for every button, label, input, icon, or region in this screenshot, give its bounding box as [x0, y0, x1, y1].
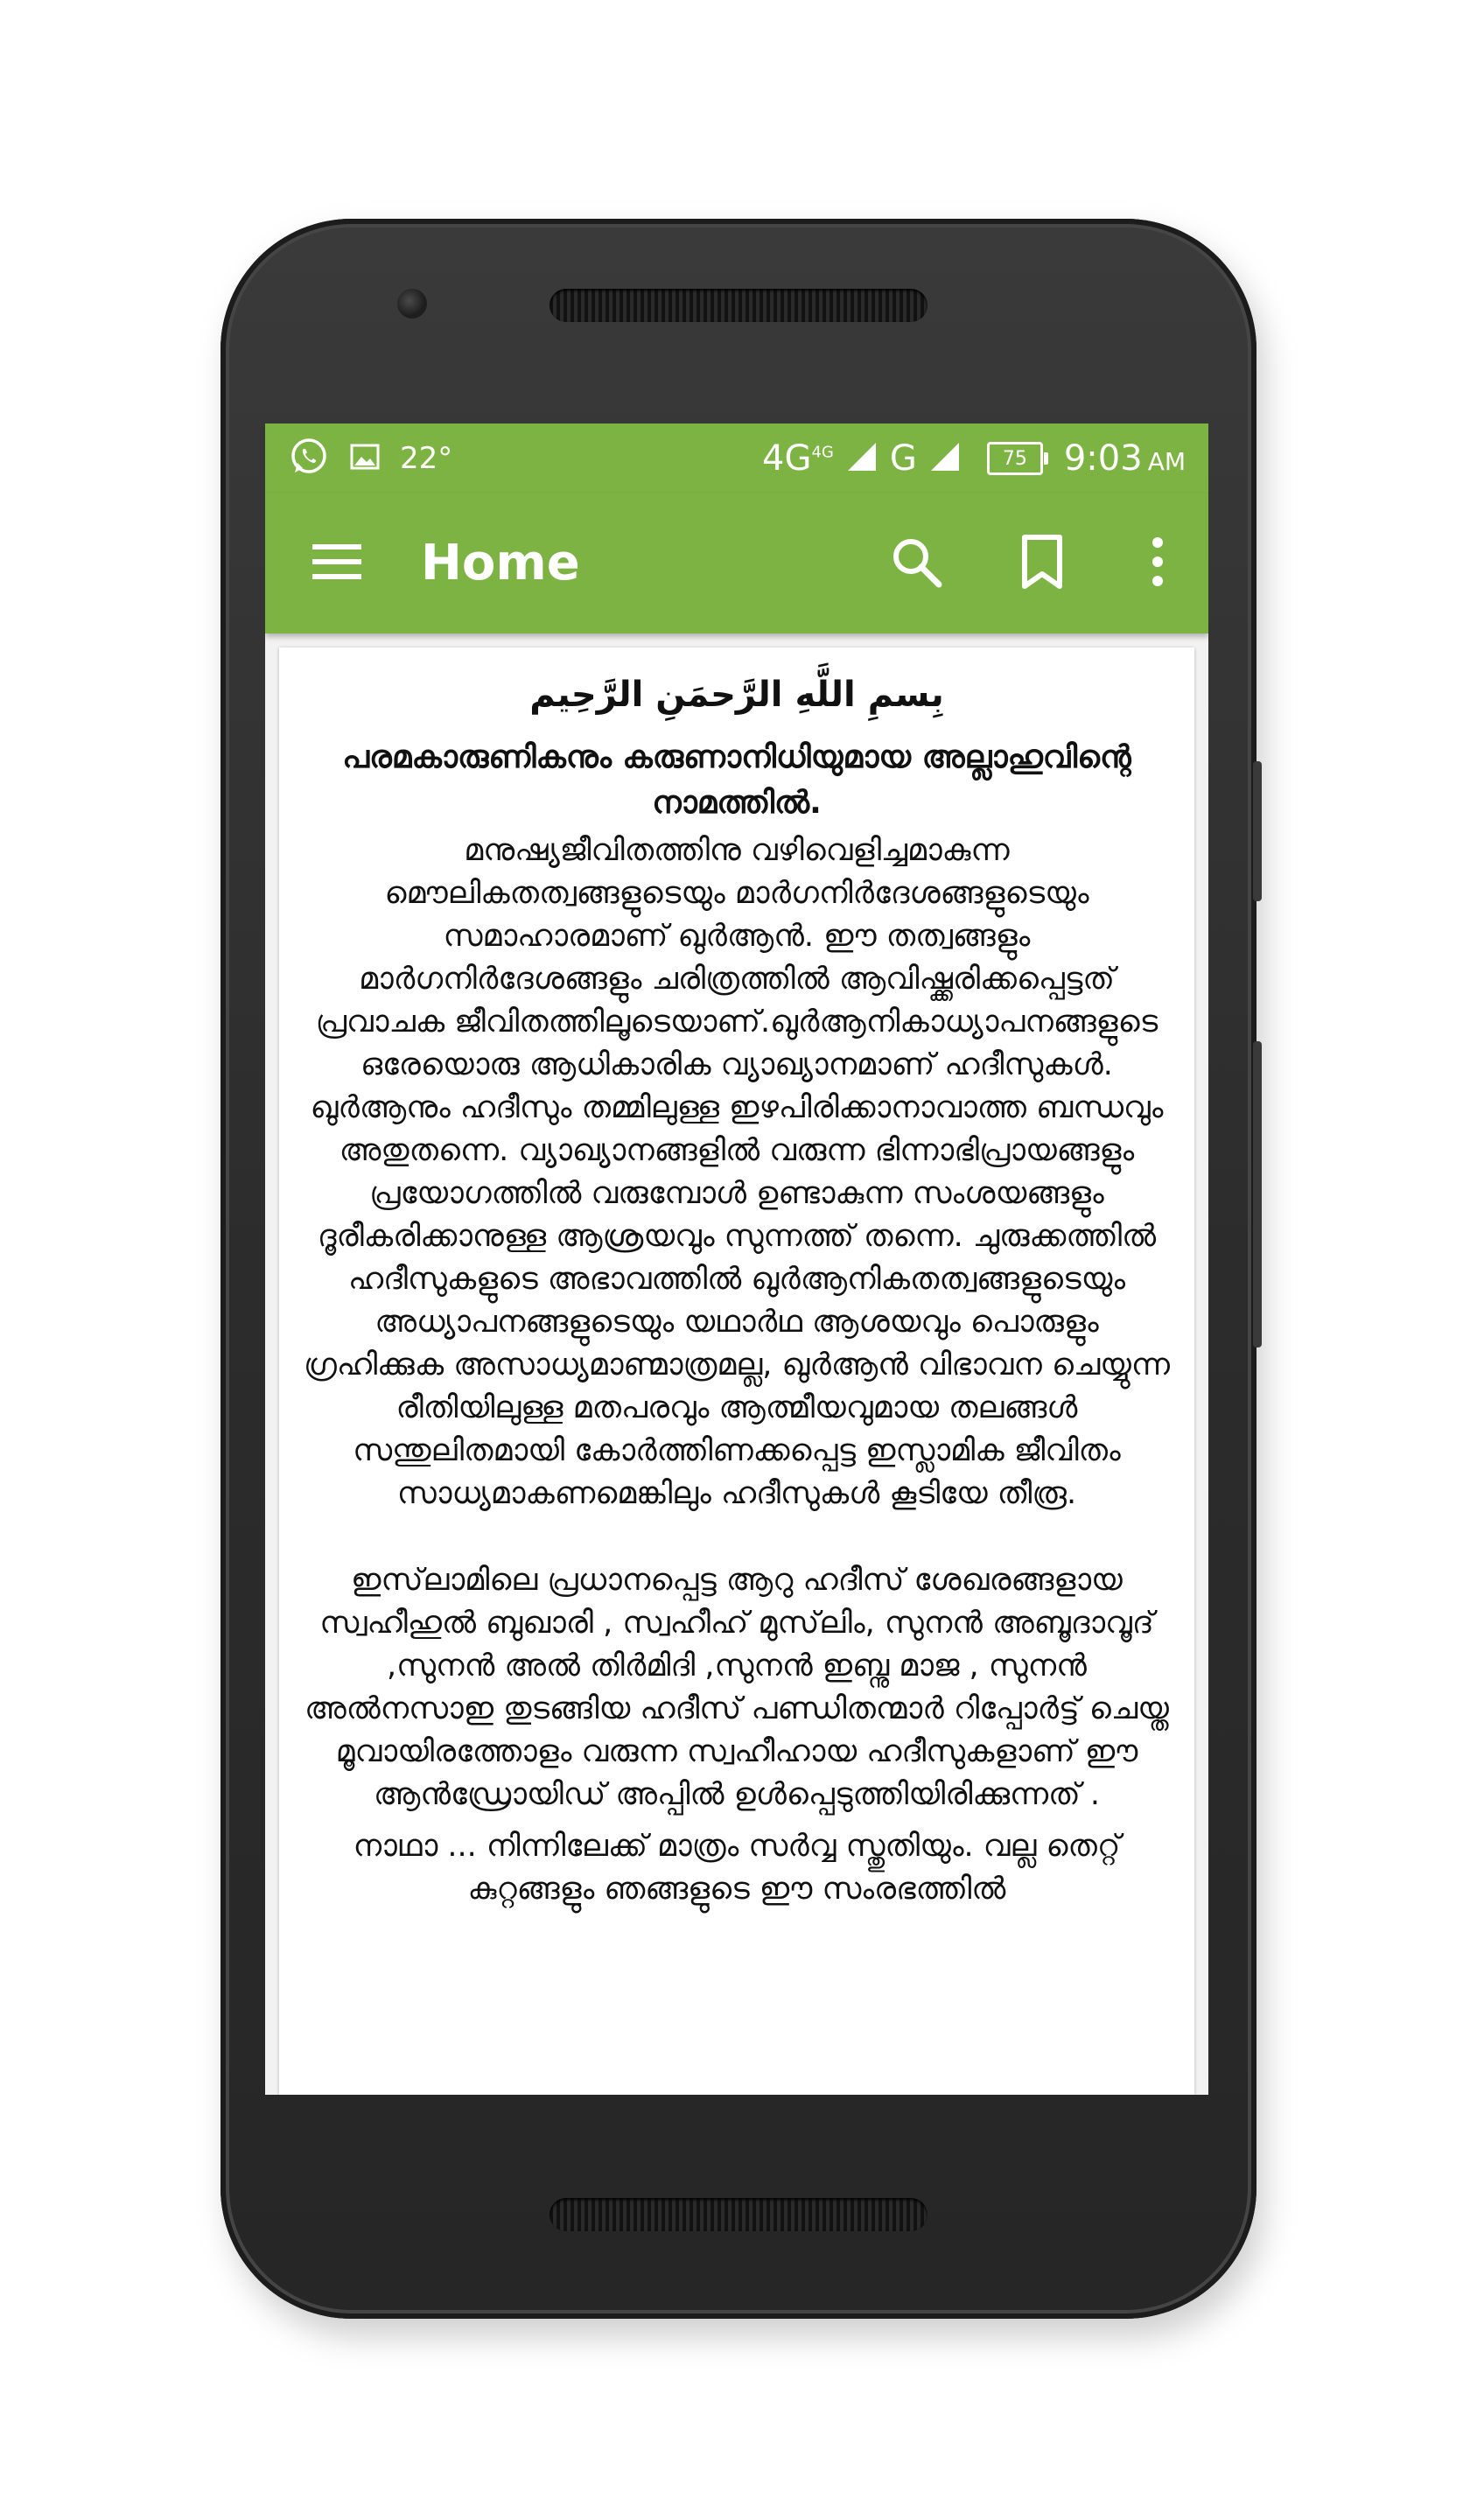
front-camera — [397, 289, 427, 318]
hamburger-menu-icon — [311, 541, 363, 586]
signal-icon-2 — [929, 441, 961, 476]
app-bar — [265, 494, 1208, 634]
image-icon — [349, 441, 381, 476]
overflow-menu-button[interactable] — [1123, 528, 1193, 598]
clock — [1064, 438, 1186, 479]
paragraph-prayer: നാഥാ ... നിന്നിലേക്ക് മാത്രം സർവ്വ സ്തുതിയും. വല്ല തെറ്റ് കുറ്റങ്ങളും ഞങ്ങളുടെ ഈ സംരഭത്തിൽ — [353, 1829, 1121, 1907]
bookmark-button[interactable] — [1007, 528, 1077, 598]
power-button — [1253, 1041, 1262, 1348]
status-bar — [265, 424, 1208, 494]
signal-icon — [846, 441, 878, 476]
page-title: Home — [421, 535, 580, 592]
network-4g-sub: 4G — [811, 443, 834, 462]
top-speaker — [550, 289, 928, 322]
temperature-label: 22° — [400, 441, 453, 476]
paragraph-collections: ഇസ്‌ലാമിലെ പ്രധാനപ്പെട്ട ആറു ഹദീസ് ശേഖരങ്ങളായ സ്വഹീഹുൽ ബുഖാരി , സ്വഹീഹ് മുസ്‌ലിം, സുനൻ അബൂദാവൂദ് ,സുനൻ അൽ തിർമിദി ,സുനൻ ഇബ്നു മാജ , സുനൻ അൽനസാഇ തുടങ്ങിയ ഹദീസ് പണ്ഡിതന്മാർ റിപ്പോർട്ട് ചെയ്ത മൂവായിരത്തോളം വരുന്ന സ്വഹീഹായ ഹദീസുകളാണ് ഈ ആൻഡ്രോയിഡ് അപ്പിൽ ഉൾപ്പെടുത്തിയിരിക്കുന്നത് . — [304, 1563, 1169, 1812]
content-card[interactable] — [279, 648, 1194, 2095]
content-heading: പരമകാരുണികനും കരുണാനിധിയുമായ അല്ലാഹുവിന്റെ നാമത്തിൽ. — [342, 739, 1131, 821]
battery-icon — [987, 442, 1043, 475]
network-4g-text: 4G — [762, 438, 812, 479]
content-body — [279, 648, 1194, 1911]
search-button[interactable] — [881, 528, 951, 598]
volume-button — [1253, 761, 1262, 901]
paragraph-intro: മനുഷ്യജീവിതത്തിനു വഴിവെളിച്ചമാകുന്ന മൌലികതത്വങ്ങളുടെയും മാർഗനിർദേശങ്ങളുടെയും സമാഹാരമാണ് ഖുർആൻ. ഈ തത്വങ്ങളും മാർഗനിർദേശങ്ങളും ചരിത്രത്തിൽ ആവിഷ്ക്കരിക്കപ്പെട്ടത് പ്രവാചക ജീവിതത്തിലൂടെയാണ്.ഖുർആനികാധ്യാപനങ്ങളുടെ ഒരേയൊരു ആധികാരിക വ്യാഖ്യാനമാണ് ഹദീസുകൾ. ഖുർആനും ഹദീസും തമ്മിലുള്ള ഇഴപിരിക്കാനാവാത്ത ബന്ധവും അതുതന്നെ. വ്യാഖ്യാനങ്ങളിൽ വരുന്ന ഭിന്നാഭിപ്രായങ്ങളും പ്രയോഗത്തിൽ വരുമ്പോൾ ഉണ്ടാകുന്ന സംശയങ്ങളും ദൂരീകരിക്കാനുള്ള ആശ്രയവും സുന്നത്ത് തന്നെ. ചുരുക്കത്തിൽ ഹദീസുകളുടെ അഭാവത്തിൽ ഖുർആനികതത്വങ്ങളുടെയും അധ്യാപനങ്ങളുടെയും യഥാർഥ ആശയവും പൊരുളും ഗ്രഹിക്കുക അസാധ്യമാണ്മാത്രമല്ല, ഖുർആൻ വിഭാവന ചെയ്യുന്ന രീതിയിലുള്ള മതപരവും ആത്മീയവുമായ തലങ്ങൾ സന്തുലിതമായി കോർത്തിണക്കപ്പെട്ട ഇസ്ലാമിക ജീവിതം സാധ്യമാകണമെങ്കിലും ഹദീസുകൾ കൂടിയേ തീരൂ. — [303, 833, 1171, 1511]
time-label: 9:03 — [1063, 438, 1143, 479]
status-right — [762, 424, 1186, 494]
more-vert-icon — [1149, 536, 1166, 592]
bismillah-text: بِسمِ اللَّهِ الرَّحمَنِ الرَّحِيم — [529, 675, 944, 715]
search-icon — [888, 534, 944, 593]
screen — [265, 424, 1208, 2095]
whatsapp-icon — [288, 436, 330, 481]
menu-button[interactable] — [302, 528, 372, 598]
network-g-label: G — [889, 438, 917, 479]
bookmark-icon — [1019, 534, 1065, 593]
battery-level: 75 — [1002, 447, 1027, 470]
network-4g-label — [762, 438, 834, 479]
bottom-speaker — [550, 2198, 928, 2231]
paragraph-spacer — [300, 1516, 1173, 1559]
status-left — [288, 424, 452, 494]
ampm-label: AM — [1147, 447, 1186, 476]
